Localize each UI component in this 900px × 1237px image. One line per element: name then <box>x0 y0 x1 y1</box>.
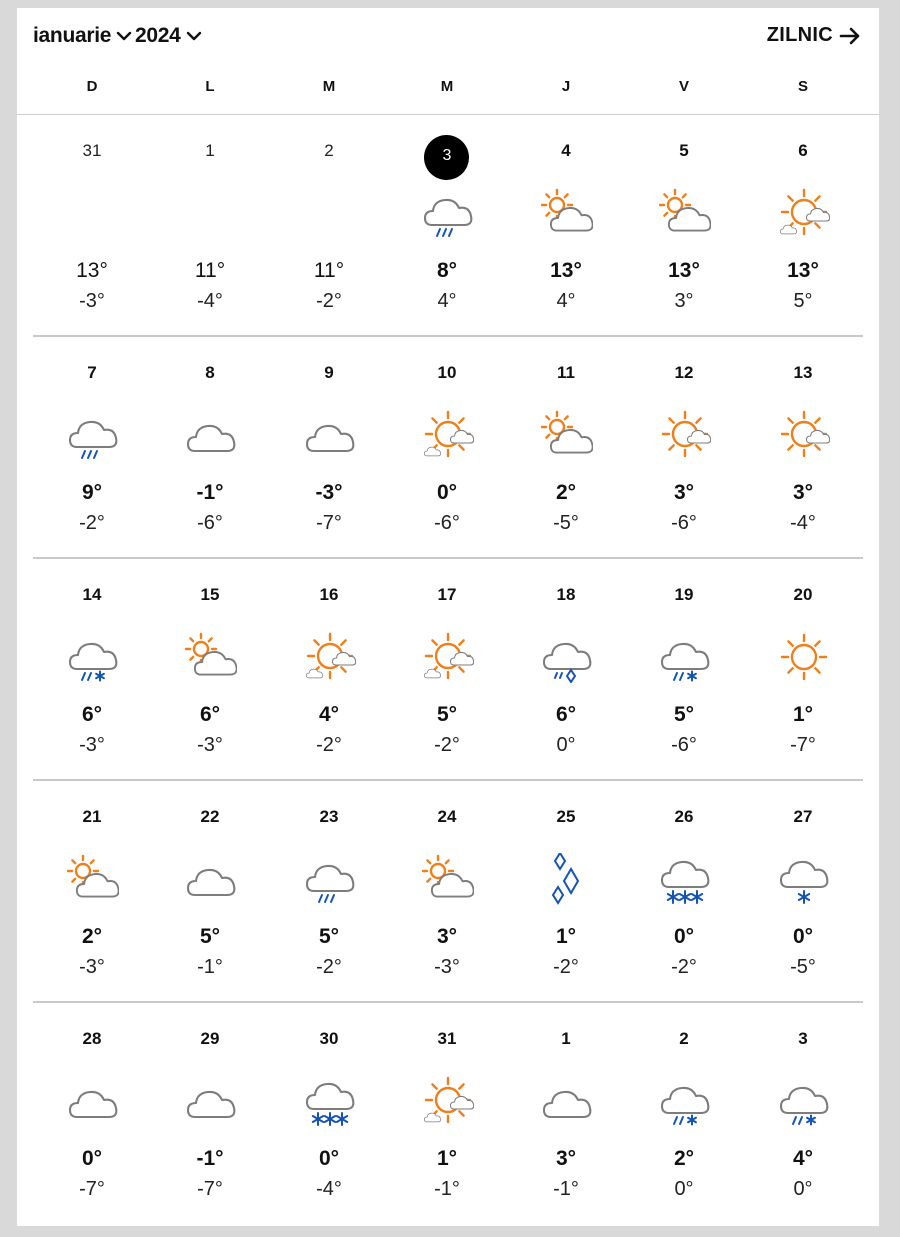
min-temperature: -5° <box>790 956 816 978</box>
weekday-label: J <box>561 78 571 95</box>
min-temperature: -2° <box>316 956 342 978</box>
day-date: 22 <box>200 807 220 826</box>
day-cell[interactable] <box>270 337 388 557</box>
day-date: 4 <box>561 141 571 160</box>
min-temperature: -1° <box>553 1178 579 1200</box>
day-cell[interactable] <box>388 115 506 335</box>
min-temperature: -6° <box>671 734 697 756</box>
day-date: 2 <box>324 141 334 160</box>
min-temperature: -7° <box>79 1178 105 1200</box>
calendar-grid <box>33 115 863 1225</box>
min-temperature: -7° <box>790 734 816 756</box>
rain-icon <box>304 853 356 905</box>
min-temperature: -4° <box>316 1178 342 1200</box>
max-temperature: 2° <box>555 481 577 504</box>
mostly-sunny-icon <box>422 409 474 461</box>
day-cell[interactable] <box>33 1003 151 1223</box>
min-temperature: -2° <box>316 734 342 756</box>
day-date: 23 <box>319 807 339 826</box>
max-temperature: 5° <box>436 703 458 726</box>
min-temperature: -6° <box>671 512 697 534</box>
partly-cloudy-icon <box>422 853 474 905</box>
min-temperature: -2° <box>671 956 697 978</box>
cloudy-icon <box>185 1075 237 1127</box>
day-date: 19 <box>674 585 694 604</box>
max-temperature: 13° <box>550 259 582 282</box>
chevron-down-icon <box>186 30 202 42</box>
min-temperature: 0° <box>674 1178 694 1200</box>
day-cell[interactable] <box>270 559 388 779</box>
week-row <box>33 781 863 1003</box>
weekday-header-row <box>33 78 863 100</box>
day-cell[interactable] <box>151 337 269 557</box>
mostly-sunny-icon <box>304 631 356 683</box>
cloudy-icon <box>67 1075 119 1127</box>
day-date: 27 <box>793 807 813 826</box>
daily-view-label: ZILNIC <box>766 24 833 46</box>
max-temperature: 9° <box>81 481 103 504</box>
day-date: 10 <box>437 363 457 382</box>
day-date: 11 <box>557 363 575 382</box>
day-date: 30 <box>319 1029 339 1048</box>
min-temperature: 4° <box>437 290 457 312</box>
min-temperature: -7° <box>197 1178 223 1200</box>
weekday-label: S <box>797 78 808 95</box>
day-cell[interactable] <box>270 781 388 1001</box>
max-temperature: 0° <box>673 925 695 948</box>
day-date: 9 <box>324 363 334 382</box>
min-temperature: -4° <box>790 512 816 534</box>
chevron-down-icon <box>116 30 132 42</box>
day-date: 5 <box>679 141 689 160</box>
min-temperature: -4° <box>197 290 223 312</box>
day-date: 15 <box>200 585 220 604</box>
max-temperature: 4° <box>318 703 340 726</box>
day-date: 21 <box>82 807 102 826</box>
min-temperature: -3° <box>434 956 460 978</box>
heavy-snow-icon <box>659 853 711 905</box>
max-temperature: 2° <box>81 925 103 948</box>
day-cell[interactable] <box>388 337 506 557</box>
day-cell[interactable] <box>151 781 269 1001</box>
mostly-sunny-icon <box>422 1075 474 1127</box>
weekday-label: M <box>322 78 336 95</box>
min-temperature: 0° <box>556 734 576 756</box>
cloudy-icon <box>304 409 356 461</box>
max-temperature: 0° <box>81 1147 103 1170</box>
day-cell[interactable] <box>744 781 862 1001</box>
max-temperature: 3° <box>436 925 458 948</box>
max-temperature: 5° <box>673 703 695 726</box>
weekday-label: D <box>86 78 98 95</box>
day-cell[interactable] <box>625 1003 743 1223</box>
day-date: 17 <box>437 585 457 604</box>
week-row <box>33 1003 863 1225</box>
day-cell[interactable] <box>507 559 625 779</box>
snow-icon <box>778 853 830 905</box>
day-cell[interactable] <box>151 1003 269 1223</box>
max-temperature: 13° <box>787 259 819 282</box>
day-date: 20 <box>793 585 813 604</box>
partly-cloudy-icon <box>541 187 593 239</box>
min-temperature: -6° <box>434 512 460 534</box>
day-date: 1 <box>561 1029 571 1048</box>
max-temperature: 1° <box>436 1147 458 1170</box>
day-cell[interactable] <box>507 115 625 335</box>
min-temperature: 4° <box>556 290 576 312</box>
min-temperature: -2° <box>79 512 105 534</box>
day-date: 24 <box>437 807 457 826</box>
day-date: 16 <box>319 585 339 604</box>
day-cell[interactable] <box>744 115 862 335</box>
rain-snow-icon <box>67 631 119 683</box>
rain-snow-icon <box>659 631 711 683</box>
cloudy-icon <box>185 853 237 905</box>
cloudy-icon <box>541 1075 593 1127</box>
day-cell[interactable] <box>388 559 506 779</box>
sleet-icon <box>541 631 593 683</box>
day-date: 1 <box>205 141 215 160</box>
heavy-snow-icon <box>304 1075 356 1127</box>
day-cell[interactable] <box>507 781 625 1001</box>
calendar-card <box>17 8 879 1226</box>
weekday-label: V <box>678 78 689 95</box>
day-cell[interactable] <box>625 781 743 1001</box>
min-temperature: -3° <box>197 734 223 756</box>
month-label: ianuarie <box>33 24 112 47</box>
min-temperature: -2° <box>553 956 579 978</box>
mostly-sunny-icon <box>778 187 830 239</box>
max-temperature: 2° <box>673 1147 695 1170</box>
max-temperature: -3° <box>315 481 343 504</box>
partly-cloudy-icon <box>659 187 711 239</box>
rain-snow-icon <box>778 1075 830 1127</box>
max-temperature: 0° <box>436 481 458 504</box>
day-date: 13 <box>793 363 813 382</box>
max-temperature: 6° <box>555 703 577 726</box>
max-temperature: 13° <box>668 259 700 282</box>
max-temperature: 6° <box>199 703 221 726</box>
max-temperature: 13° <box>76 259 108 282</box>
partly-cloudy-icon <box>67 853 119 905</box>
partly-cloudy-icon <box>541 409 593 461</box>
day-cell[interactable] <box>388 1003 506 1223</box>
day-date: 3 <box>798 1029 808 1048</box>
day-date: 2 <box>679 1029 689 1048</box>
max-temperature: -1° <box>196 1147 224 1170</box>
min-temperature: -6° <box>197 512 223 534</box>
min-temperature: 0° <box>793 1178 813 1200</box>
max-temperature: -1° <box>196 481 224 504</box>
day-date: 28 <box>82 1029 102 1048</box>
max-temperature: 3° <box>792 481 814 504</box>
day-date: 3 <box>442 147 452 164</box>
min-temperature: -1° <box>434 1178 460 1200</box>
day-date: 6 <box>798 141 808 160</box>
min-temperature: -2° <box>434 734 460 756</box>
day-cell[interactable] <box>270 115 388 335</box>
day-date: 25 <box>556 807 576 826</box>
max-temperature: 5° <box>318 925 340 948</box>
day-date: 31 <box>82 141 102 160</box>
mostly-sunny-icon <box>422 631 474 683</box>
year-label: 2024 <box>135 24 181 47</box>
ice-icon <box>541 853 593 905</box>
month-dropdown[interactable] <box>33 24 132 48</box>
rain-icon <box>422 187 474 239</box>
max-temperature: 1° <box>555 925 577 948</box>
day-date: 8 <box>205 363 215 382</box>
weekday-label: L <box>205 78 215 95</box>
week-row <box>33 337 863 559</box>
day-cell[interactable] <box>151 115 269 335</box>
min-temperature: -3° <box>79 956 105 978</box>
min-temperature: -3° <box>79 290 105 312</box>
max-temperature: 1° <box>792 703 814 726</box>
week-row <box>33 115 863 337</box>
day-cell[interactable] <box>625 337 743 557</box>
cloudy-icon <box>185 409 237 461</box>
max-temperature: 4° <box>792 1147 814 1170</box>
min-temperature: -7° <box>316 512 342 534</box>
max-temperature: 3° <box>673 481 695 504</box>
day-date: 31 <box>437 1029 457 1048</box>
week-row <box>33 559 863 781</box>
partly-cloudy-icon <box>185 631 237 683</box>
max-temperature: 5° <box>199 925 221 948</box>
min-temperature: -1° <box>197 956 223 978</box>
day-cell[interactable] <box>744 559 862 779</box>
day-cell[interactable] <box>625 559 743 779</box>
max-temperature: 11° <box>313 259 345 282</box>
calendar-header <box>17 8 879 68</box>
max-temperature: 11° <box>194 259 226 282</box>
weekday-label: M <box>440 78 454 95</box>
rain-snow-icon <box>659 1075 711 1127</box>
day-date: 29 <box>200 1029 220 1048</box>
day-date: 12 <box>674 363 694 382</box>
day-cell[interactable] <box>388 781 506 1001</box>
min-temperature: 3° <box>674 290 694 312</box>
day-cell[interactable] <box>33 337 151 557</box>
daily-view-link[interactable] <box>767 24 861 47</box>
day-cell[interactable] <box>33 781 151 1001</box>
day-cell[interactable] <box>625 115 743 335</box>
min-temperature: -2° <box>316 290 342 312</box>
max-temperature: 0° <box>318 1147 340 1170</box>
sunny-icon <box>778 631 830 683</box>
day-date: 18 <box>556 585 576 604</box>
day-date: 7 <box>87 363 97 382</box>
max-temperature: 3° <box>555 1147 577 1170</box>
day-date: 26 <box>674 807 694 826</box>
day-date: 14 <box>82 585 102 604</box>
day-cell[interactable] <box>507 337 625 557</box>
sun-cloud-icon <box>778 409 830 461</box>
day-cell[interactable] <box>270 1003 388 1223</box>
max-temperature: 6° <box>81 703 103 726</box>
min-temperature: -3° <box>79 734 105 756</box>
day-cell[interactable] <box>151 559 269 779</box>
arrow-right-icon <box>839 27 861 45</box>
day-cell[interactable] <box>507 1003 625 1223</box>
day-cell[interactable] <box>33 115 151 335</box>
sun-cloud-icon <box>659 409 711 461</box>
day-cell[interactable] <box>744 1003 862 1223</box>
min-temperature: 5° <box>793 290 813 312</box>
max-temperature: 0° <box>792 925 814 948</box>
rain-icon <box>67 409 119 461</box>
day-cell[interactable] <box>33 559 151 779</box>
year-dropdown[interactable] <box>135 24 202 48</box>
max-temperature: 8° <box>436 259 458 282</box>
min-temperature: -5° <box>553 512 579 534</box>
day-cell[interactable] <box>744 337 862 557</box>
